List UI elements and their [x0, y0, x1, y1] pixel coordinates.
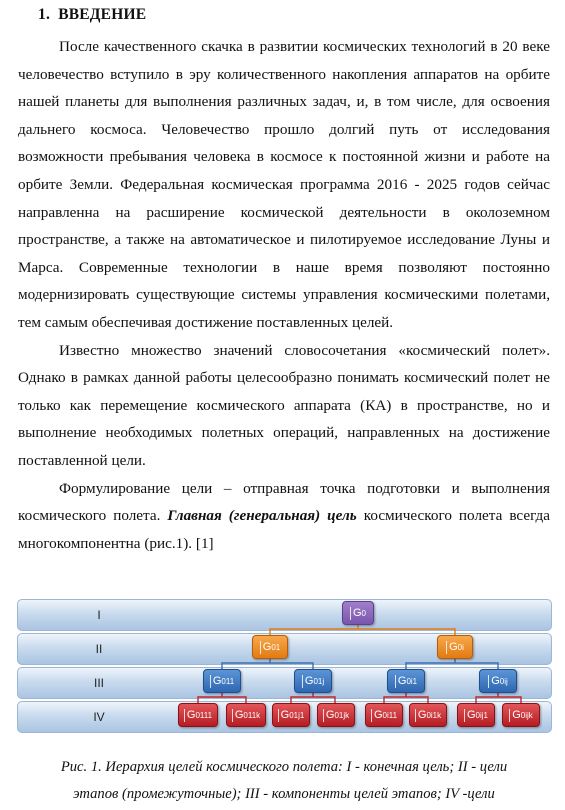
goal-node-g01j1: G 01j1	[272, 703, 310, 727]
paragraph-2: Известно множество значений словосочетания «космический полет». Однако в рамках данной работы целесообразно понимать космический полет не только как перемещение космического аппарата (КА) в пространстве, но и выполнение необходимых полетных операций, направленных на достижение поставленной цели.	[18, 341, 550, 469]
goal-node-g0: G 0	[342, 601, 374, 625]
goal-node-g0i1k: G 0i1k	[409, 703, 447, 727]
paragraph-1: После качественного скачка в развитии космических технологий в 20 веке человечество вступило в эру количественного накопления аппаратов на орбите нашей планеты для выполнения различных задач, и, в том числе, для освоения дальнего космоса. Человечество прошло долгий путь от исследования возможности пребывания человека в космосе к постоянной жизни и работе на орбите Земли. Федеральная космическая программа 2016 - 2025 годов сейчас направленна на расширение космической деятельности в околоземном пространстве, а также на автоматическое и пилотируемое исследование Луны и Марса. Современные технологии в наше время позволяют постоянно модернизировать существующие системы управления космическими полетами, тем самым обеспечивая достижение поставленных целей.	[18, 38, 550, 331]
paragraph-3-emphasis: Главная (генеральная) цель	[167, 507, 357, 525]
section-title: ВВЕДЕНИЕ	[58, 6, 147, 23]
caption-line-1: Рис. 1. Иерархия целей космического полета: I - конечная цель; II - цели	[60, 759, 508, 775]
goal-node-g0ij: G 0ij	[479, 669, 517, 693]
goal-node-g0i: G 0i	[437, 635, 473, 659]
goal-node-g0111: G 0111	[178, 703, 218, 727]
goal-node-g0ijk: G 0ijk	[502, 703, 540, 727]
goal-node-g01: G 01	[252, 635, 288, 659]
level-label-3: III	[93, 676, 104, 690]
section-heading	[38, 6, 146, 24]
goal-node-g0i1: G 0i1	[387, 669, 425, 693]
goal-node-g0i11: G 0i11	[365, 703, 403, 727]
goal-node-g01jk: G 01jk	[317, 703, 355, 727]
level-label-4: IV	[93, 710, 105, 724]
body-text	[18, 33, 550, 557]
goal-node-g011k: G 011k	[226, 703, 266, 727]
goal-node-g0ij1: G 0ij1	[457, 703, 495, 727]
goal-hierarchy-diagram	[17, 597, 552, 733]
goal-node-g011: G 011	[203, 669, 241, 693]
caption-line-2: этапов (промежуточные); III - компоненты целей этапов; IV -цели	[73, 786, 495, 802]
section-number: 1.	[38, 6, 51, 23]
goal-node-g01j: G 01j	[294, 669, 332, 693]
level-label-2: II	[95, 642, 103, 656]
level-label-1: I	[97, 608, 101, 622]
paragraph-3-end: космического полета всегда многокомпонентна (рис.1). [1]	[18, 507, 551, 552]
figure-caption	[18, 754, 550, 808]
paragraph-3-start: Формулирование цели – отправная точка подготовки и выполнения космического полета.	[18, 479, 550, 525]
paragraph-3	[18, 475, 550, 558]
